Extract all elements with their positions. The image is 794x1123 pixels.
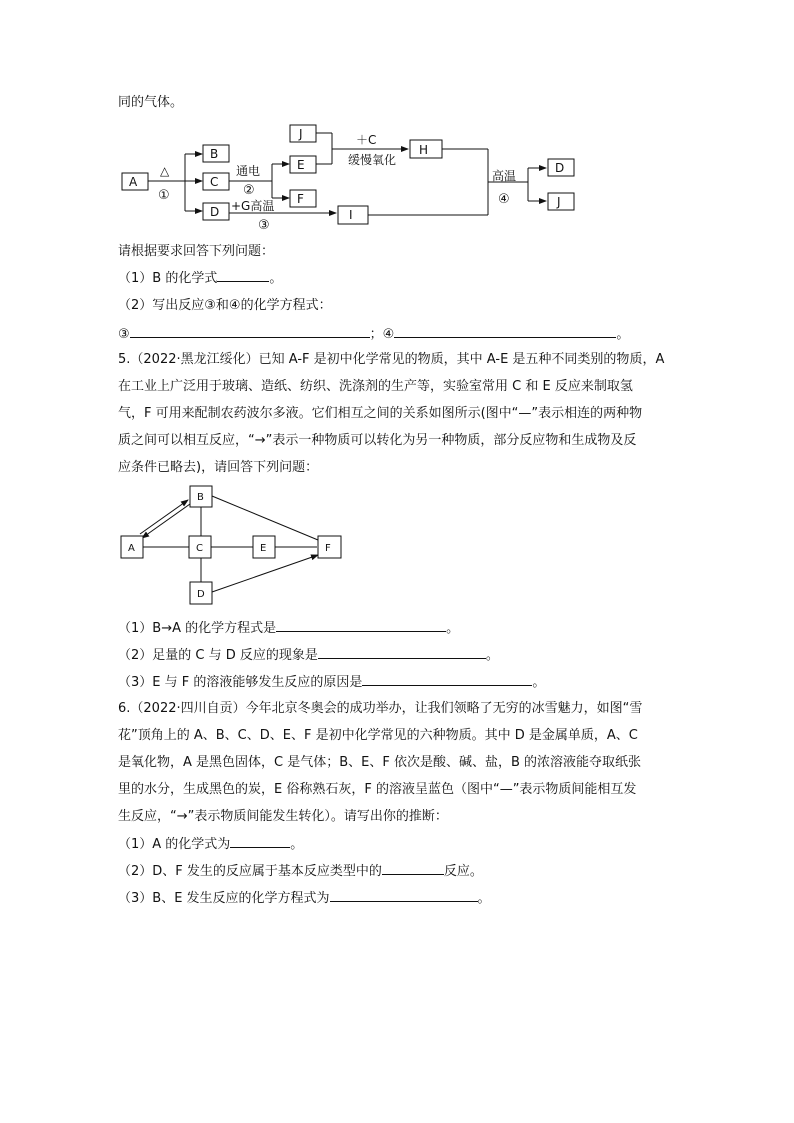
q5-line2: 在工业上广泛用于玻璃、造纸、纺织、洗涤剂的生产等，实验室常用 C 和 E 反应来制取氢: [118, 379, 633, 394]
label-tongdian: 通电: [236, 164, 261, 178]
q6-line4: 里的水分，生成黑色的炭，E 俗称熟石灰，F 的溶液呈蓝色（图中“—”表示物质间能相互发: [118, 782, 637, 797]
q5-a2-end: 。: [485, 648, 499, 663]
label-gaowen: 高温: [492, 169, 517, 183]
node-E-label: E: [297, 158, 305, 172]
q6-line1: 6.（2022·四川自贡）今年北京冬奥会的成功举办，让我们领略了无穷的冰雪魅力，如图“雪: [118, 701, 643, 716]
q6-answer2: [118, 862, 483, 881]
q6-line3: 是氧化物，A 是黑色固体，C 是气体；B、E、F 依次是酸、碱、盐，B 的浓溶液能夺取纸张: [118, 755, 642, 770]
eq-end: 。: [616, 327, 630, 342]
answer-blank[interactable]: [362, 673, 532, 686]
q6-line5: 生反应，“→”表示物质间能发生转化）。请写出你的推断：: [118, 809, 448, 824]
q4-sub1-text: （1）B 的化学式: [118, 271, 218, 286]
q4-sub1-end: 。: [269, 271, 283, 286]
label-r1: ①: [158, 188, 170, 203]
q5-a3-text: （3）E 与 F 的溶液能够发生反应的原因是: [118, 675, 363, 690]
node-H-label: H: [419, 143, 429, 157]
q5-a1-end: 。: [446, 621, 460, 636]
q5-answer2: [118, 646, 499, 665]
answer-blank[interactable]: [394, 325, 616, 338]
q4-sub2: （2）写出反应③和④的化学方程式：: [118, 298, 332, 313]
q6-a3-text: （3）B、E 发生反应的化学方程式为: [118, 891, 330, 906]
node-F-label: F: [297, 192, 304, 206]
node-J2-label: J: [557, 195, 561, 209]
q5-line5: 应条件已略去)，请回答下列问题：: [118, 460, 319, 475]
q5-node-D-label: D: [197, 589, 205, 600]
q6-line2: 花”顶角上的 A、B、C、D、E、F 是初中化学常见的六种物质。其中 D 是金属单质，A、C: [118, 728, 638, 743]
q5-node-A-label: A: [128, 543, 135, 554]
q4-sub1: [118, 269, 282, 288]
node-J2: [548, 193, 574, 210]
q5-a3-end: 。: [532, 675, 546, 690]
label-plus-c: ＋C: [356, 133, 377, 147]
node-J-label: J: [299, 127, 303, 141]
q4-equations: [118, 325, 629, 344]
eq4-label: ④: [382, 327, 395, 342]
node-D-label: D: [210, 205, 220, 219]
node-I: [338, 206, 368, 224]
q5-a1-text: （1）B→A 的化学方程式是: [118, 621, 277, 636]
label-r3: ③: [258, 218, 270, 233]
label-g-gaowen: +G高温: [231, 199, 275, 213]
answer-blank[interactable]: [382, 862, 444, 875]
q6-a1-text: （1）A 的化学式为: [118, 837, 231, 852]
q4-prompt: 请根据要求回答下列问题：: [118, 244, 275, 259]
q5-answer3: [118, 673, 545, 692]
answer-blank[interactable]: [318, 646, 486, 659]
answer-blank[interactable]: [230, 835, 290, 848]
q6-a2-end: 反应。: [443, 864, 483, 879]
q6-answer3: [118, 889, 491, 908]
q5-node-C-label: C: [196, 543, 203, 554]
q6-a2-text: （2）D、F 发生的反应属于基本反应类型中的: [118, 864, 382, 879]
q5-line4: 质之间可以相互反应，“→”表示一种物质可以转化为另一种物质，部分反应物和生成物及反: [118, 433, 637, 448]
answer-blank[interactable]: [276, 619, 446, 632]
eq3-label: ③: [118, 327, 130, 342]
q5-node-B-label: B: [197, 492, 204, 503]
q6-a3-end: 。: [477, 891, 491, 906]
q4-reaction-diagram: [0, 118, 794, 248]
q6-answer1: [118, 835, 303, 854]
label-slow-ox: 缓慢氧化: [348, 153, 397, 167]
answer-blank[interactable]: [330, 889, 478, 902]
label-r4: ④: [498, 192, 510, 207]
q5-relation-diagram: [0, 484, 794, 614]
sep: ；: [369, 327, 383, 342]
q5-line1: 5.（2022·黑龙江绥化）已知 A-F 是初中化学常见的物质，其中 A-E 是五种不同类别的物质，A: [118, 352, 665, 367]
node-C-label: C: [210, 175, 219, 189]
answer-blank[interactable]: [130, 325, 370, 338]
q4-intro-tail: 同的气体。: [118, 95, 184, 110]
node-B-label: B: [210, 147, 219, 161]
q5-a2-text: （2）足量的 C 与 D 反应的现象是: [118, 648, 318, 663]
label-r2: ②: [243, 183, 255, 198]
node-I-label: I: [349, 208, 353, 222]
q5-line3: 气，F 可用来配制农药波尔多液。它们相互之间的关系如图所示(图中“—”表示相连的两种物: [118, 406, 643, 421]
label-delta: △: [160, 164, 170, 178]
answer-blank[interactable]: [217, 269, 269, 282]
q5-node-F-label: F: [325, 543, 331, 554]
q5-answer1: [118, 619, 459, 638]
q5-node-E-label: E: [260, 543, 267, 554]
q6-a1-end: 。: [290, 837, 304, 852]
node-J: [290, 125, 316, 142]
node-A-label: A: [129, 175, 138, 189]
node-D2-label: D: [555, 161, 565, 175]
